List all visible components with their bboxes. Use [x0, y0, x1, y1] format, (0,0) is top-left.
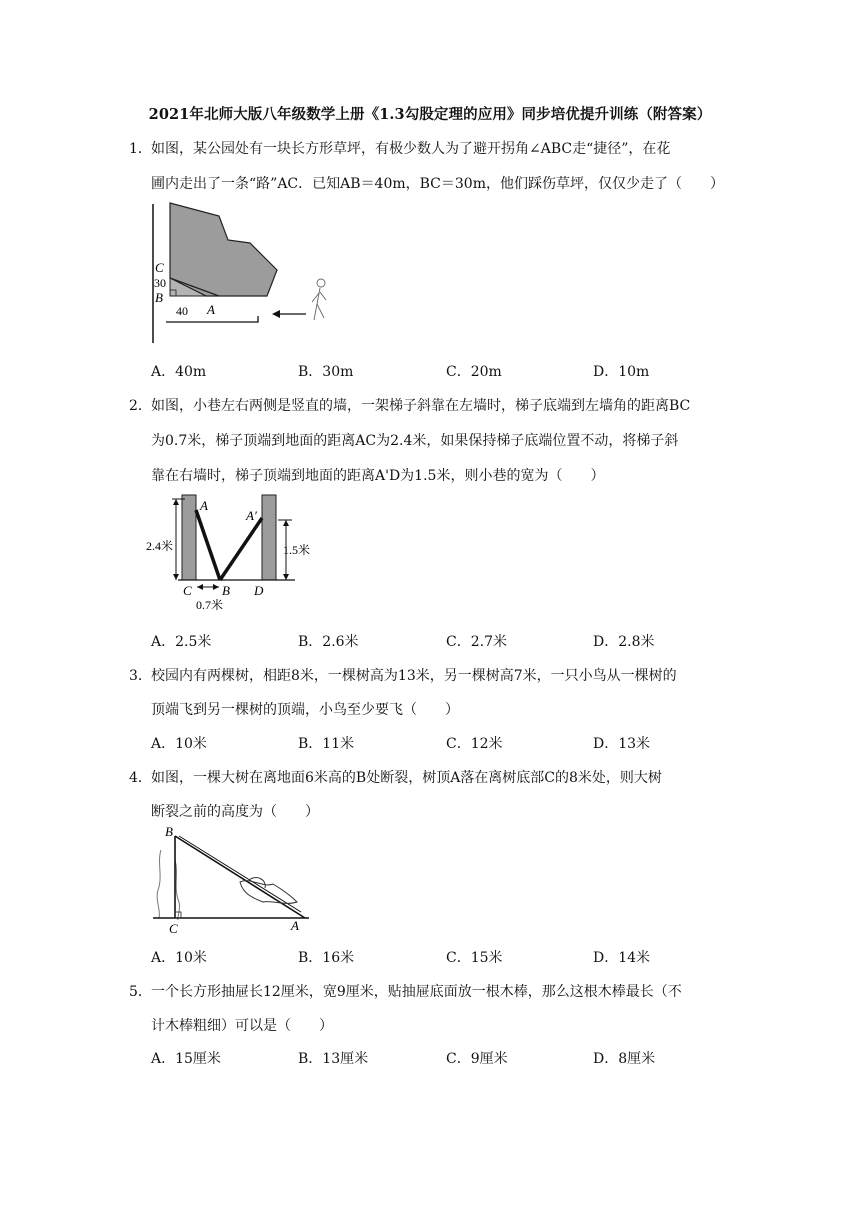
label-b: B	[155, 290, 163, 305]
question-1-line-1: 如图，某公园处有一块长方形草坪，有极少数人为了避开拐角∠ABC走“捷径”，在花	[151, 141, 671, 157]
question-3-option-d[interactable]: D．13米	[593, 736, 651, 752]
question-1-number: 1．	[129, 141, 152, 157]
label-a: A	[200, 498, 208, 513]
question-2-line-3: 靠在右墙时，梯子顶端到地面的距离A'D为1.5米，则小巷的宽为（ ）	[151, 468, 605, 484]
label-a: A	[291, 918, 299, 933]
ladder-right	[220, 518, 262, 580]
question-2-figure	[140, 490, 330, 615]
tree-trunk-sketch	[157, 850, 161, 918]
question-2-option-d[interactable]: D．2.8米	[593, 634, 655, 650]
label-c: C	[155, 260, 164, 275]
question-1-option-c[interactable]: C．20m	[446, 364, 502, 380]
walker-icon	[312, 279, 326, 320]
question-3-line-1: 校园内有两棵树，相距8米，一棵树高为13米，另一棵树高7米，一只小鸟从一棵树的	[151, 668, 677, 684]
question-3-line-2: 顶端飞到另一棵树的顶端，小鸟至少要飞（ ）	[151, 702, 459, 718]
question-5-number: 5．	[129, 984, 152, 1000]
left-wall	[182, 495, 196, 580]
question-5-option-c[interactable]: C．9厘米	[446, 1051, 508, 1067]
label-40: 40	[176, 304, 188, 318]
question-5-line-2: 计木棒粗细）可以是（ ）	[151, 1018, 333, 1034]
ladder-left	[196, 510, 220, 580]
fallen-part-ba	[175, 836, 305, 918]
question-4-option-a[interactable]: A．10米	[151, 950, 207, 966]
question-4-line-1: 如图，一棵大树在离地面6米高的B处断裂，树顶A落在离树底部C的8米处，则大树	[151, 770, 662, 786]
label-height-left: 2.4米	[146, 539, 174, 553]
question-1-option-b[interactable]: B．30m	[298, 364, 354, 380]
arrow-head	[272, 310, 280, 318]
question-3-number: 3．	[129, 668, 152, 684]
label-a: A	[207, 302, 215, 317]
label-b: B	[165, 824, 173, 839]
question-2-line-2: 为0.7米，梯子顶端到地面的距离AC为2.4米，如果保持梯子底端位置不动，将梯子斜	[151, 433, 679, 449]
question-2-option-a[interactable]: A．2.5米	[151, 634, 212, 650]
right-wall	[262, 495, 276, 580]
question-3-option-b[interactable]: B．11米	[298, 736, 355, 752]
question-1-option-d[interactable]: D．10m	[593, 364, 650, 380]
question-4-line-2: 断裂之前的高度为（ ）	[151, 804, 319, 820]
question-4-number: 4．	[129, 770, 152, 786]
label-b: B	[222, 583, 230, 598]
question-5-line-1: 一个长方形抽屉长12厘米，宽9厘米，贴抽屉底面放一根木棒，那么这根木棒最长（不	[151, 984, 682, 1000]
lawn-shape	[170, 203, 277, 296]
question-2-option-b[interactable]: B．2.6米	[298, 634, 359, 650]
label-width: 0.7米	[196, 598, 224, 612]
document-title: 2021年北师大版八年级数学上册《1.3勾股定理的应用》同步培优提升训练（附答案）	[148, 106, 712, 123]
question-1-line-2: 圃内走出了一条“路”AC．已知AB＝40m，BC＝30m，他们踩伤草坪，仅仅少走了（ ）	[151, 176, 724, 192]
question-3-option-c[interactable]: C．12米	[446, 736, 503, 752]
label-c: C	[169, 921, 178, 936]
question-4-option-c[interactable]: C．15米	[446, 950, 503, 966]
label-d: D	[254, 583, 264, 598]
question-5-option-d[interactable]: D．8厘米	[593, 1051, 656, 1067]
label-30: 30	[154, 276, 166, 290]
question-5-option-b[interactable]: B．13厘米	[298, 1051, 369, 1067]
question-3-option-a[interactable]: A．10米	[151, 736, 207, 752]
question-4-option-b[interactable]: B．16米	[298, 950, 355, 966]
question-5-option-a[interactable]: A．15厘米	[151, 1051, 221, 1067]
question-2-number: 2．	[129, 398, 152, 414]
question-1-figure	[140, 198, 350, 348]
label-c: C	[183, 583, 192, 598]
label-height-right: 1.5米	[283, 543, 311, 557]
fallen-part-edge	[179, 836, 301, 912]
label-a-prime: A′	[246, 508, 257, 523]
question-4-figure	[145, 822, 315, 937]
question-1-option-a[interactable]: A．40m	[151, 364, 207, 380]
question-4-option-d[interactable]: D．14米	[593, 950, 651, 966]
question-2-option-c[interactable]: C．2.7米	[446, 634, 507, 650]
question-2-line-1: 如图，小巷左右两侧是竖直的墙，一架梯子斜靠在左墙时，梯子底端到左墙角的距离BC	[151, 398, 691, 414]
